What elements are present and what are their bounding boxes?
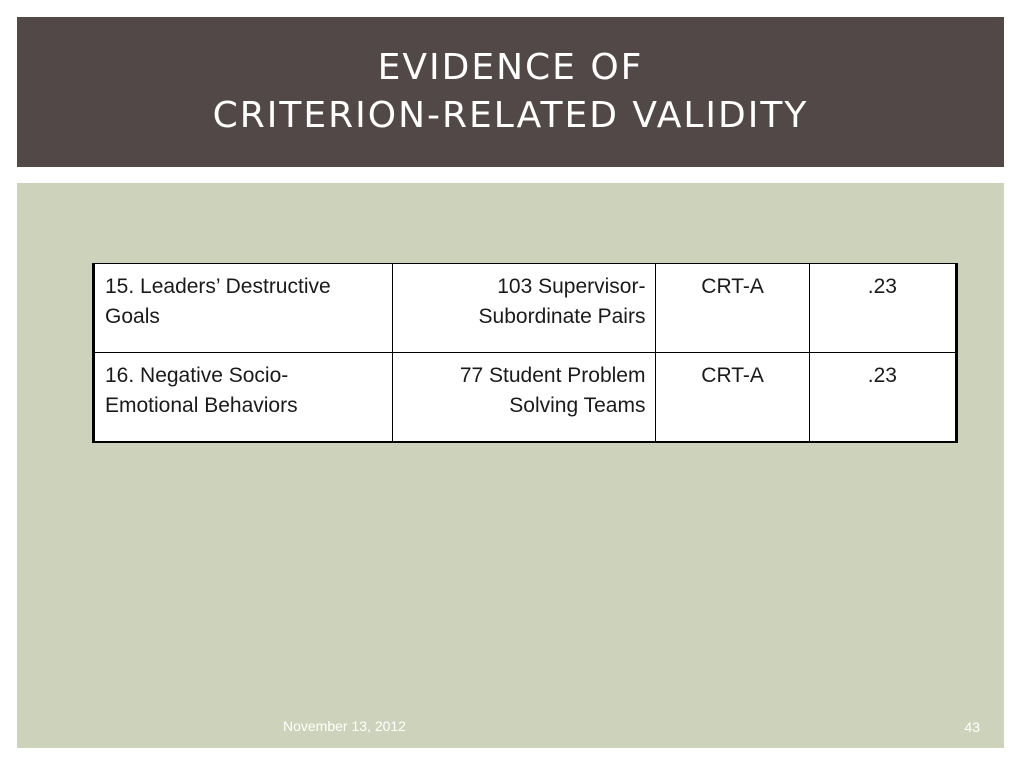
table-row	[94, 353, 957, 443]
slide-title-line-1: EVIDENCE OF	[377, 47, 644, 88]
validity-table	[92, 263, 958, 443]
criterion-cell: CRT-A	[656, 353, 809, 443]
footer-date: November 13, 2012	[283, 718, 406, 734]
table-row	[94, 264, 957, 353]
title-bar	[17, 17, 1004, 167]
page-number: 43	[964, 719, 980, 735]
slide-title-line-2: CRITERION-RELATED VALIDITY	[212, 95, 809, 136]
content-area	[17, 183, 1004, 748]
measure-cell: 16. Negative Socio-Emotional Behaviors	[94, 353, 393, 443]
value-cell: .23	[809, 353, 956, 443]
criterion-cell: CRT-A	[656, 264, 809, 353]
sample-cell: 77 Student Problem Solving Teams	[392, 353, 656, 443]
measure-cell: 15. Leaders’ Destructive Goals	[94, 264, 393, 353]
sample-cell: 103 Supervisor-Subordinate Pairs	[392, 264, 656, 353]
value-cell: .23	[809, 264, 956, 353]
